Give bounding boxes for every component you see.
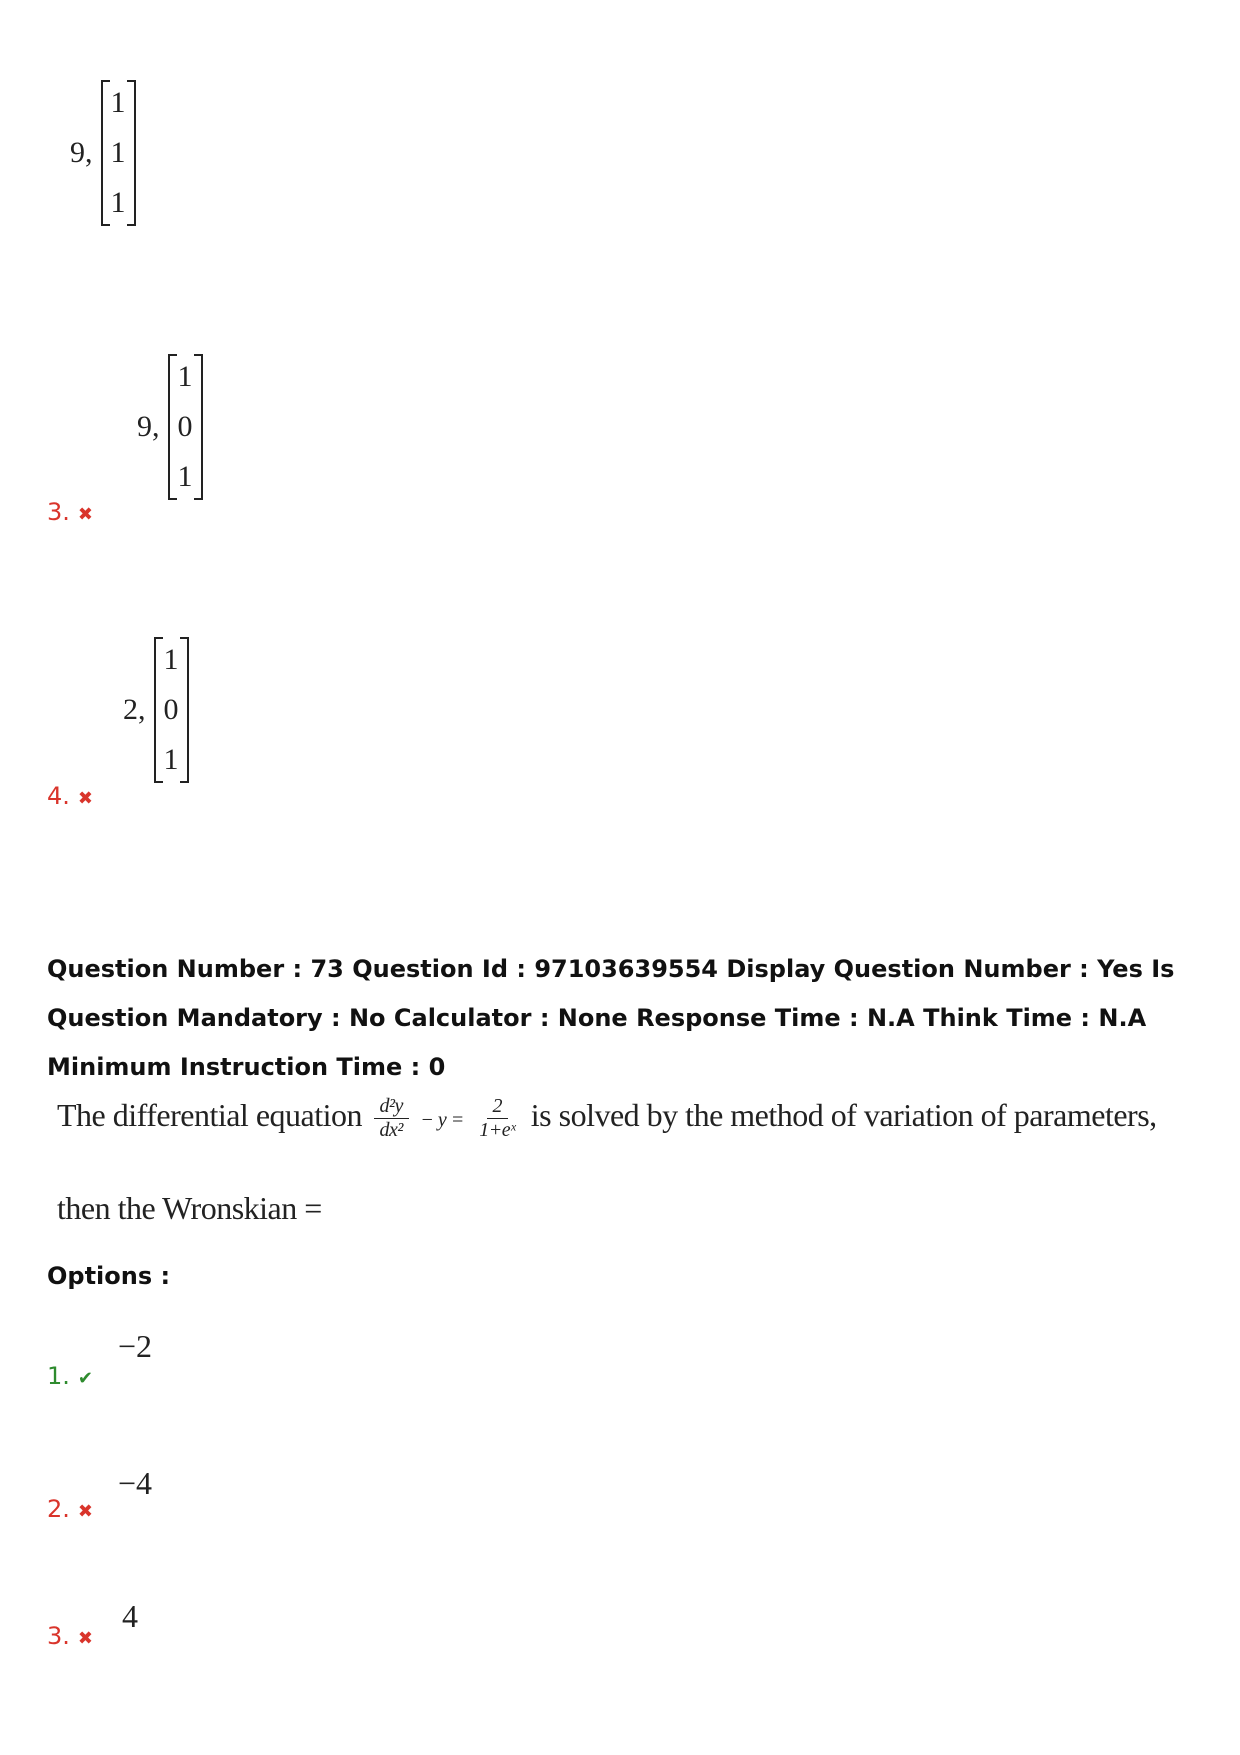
- cross-icon: ✖: [77, 788, 93, 809]
- option-3-number: [47, 1622, 93, 1650]
- option-vector: [101, 78, 136, 228]
- prev-option-4-number: [47, 782, 93, 810]
- prev-option-3-number: [47, 498, 93, 526]
- prev-option-2-content: [70, 78, 136, 228]
- fraction-denominator: dx²: [379, 1119, 403, 1141]
- vector-entry: 0: [177, 410, 193, 443]
- vector-entry: 1: [177, 460, 193, 493]
- option-number-text: 3.: [47, 498, 70, 526]
- derivative-fraction: [374, 1095, 409, 1142]
- option-1-number: [47, 1362, 93, 1390]
- vector-entry: 1: [163, 643, 179, 676]
- option-scalar: 2,: [123, 693, 146, 726]
- vector-entry: 1: [110, 86, 126, 119]
- option-number-text: 4.: [47, 782, 70, 810]
- vector-entry: 1: [177, 360, 193, 393]
- options-label: Options :: [47, 1262, 171, 1290]
- vector-entry: 0: [163, 693, 179, 726]
- question-meta: Question Number : 73 Question Id : 97103639554 Display Question Number : Yes Is Question Mandatory : No Calculator : None Response Time : N.A Think Time : N.A Minimum Instruction Time : 0: [47, 955, 1175, 1081]
- option-number-text: 3.: [47, 1622, 70, 1650]
- fraction-numerator: d²y: [374, 1095, 409, 1119]
- cross-icon: ✖: [77, 504, 93, 525]
- vector-entry: 1: [163, 743, 179, 776]
- vector-entry: 1: [110, 136, 126, 169]
- option-scalar: 9,: [137, 410, 160, 443]
- check-icon: ✔: [77, 1368, 93, 1389]
- fraction-numerator: 2: [487, 1095, 509, 1119]
- option-1-value: −2: [118, 1328, 153, 1364]
- question-text-line1: [57, 1095, 1157, 1142]
- cross-icon: ✖: [77, 1501, 93, 1522]
- option-number-text: 1.: [47, 1362, 70, 1390]
- question-text-line2: then the Wronskian =: [57, 1190, 322, 1226]
- equation-middle: − y =: [420, 1108, 464, 1131]
- option-vector: [154, 635, 189, 785]
- rhs-fraction: [475, 1095, 519, 1142]
- prev-option-3-content: [137, 352, 203, 502]
- option-2-value: −4: [118, 1465, 153, 1501]
- option-scalar: 9,: [70, 136, 93, 169]
- option-number-text: 2.: [47, 1495, 70, 1523]
- fraction-denominator: 1+eˣ: [479, 1119, 516, 1141]
- vector-entry: 1: [110, 186, 126, 219]
- option-vector: [168, 352, 203, 502]
- cross-icon: ✖: [77, 1628, 93, 1649]
- question-text: The differential equation: [57, 1096, 362, 1133]
- question-text: is solved by the method of variation of parameters,: [530, 1096, 1157, 1133]
- prev-option-4-content: [123, 635, 189, 785]
- option-2-number: [47, 1495, 93, 1523]
- option-3-value: 4: [122, 1598, 138, 1634]
